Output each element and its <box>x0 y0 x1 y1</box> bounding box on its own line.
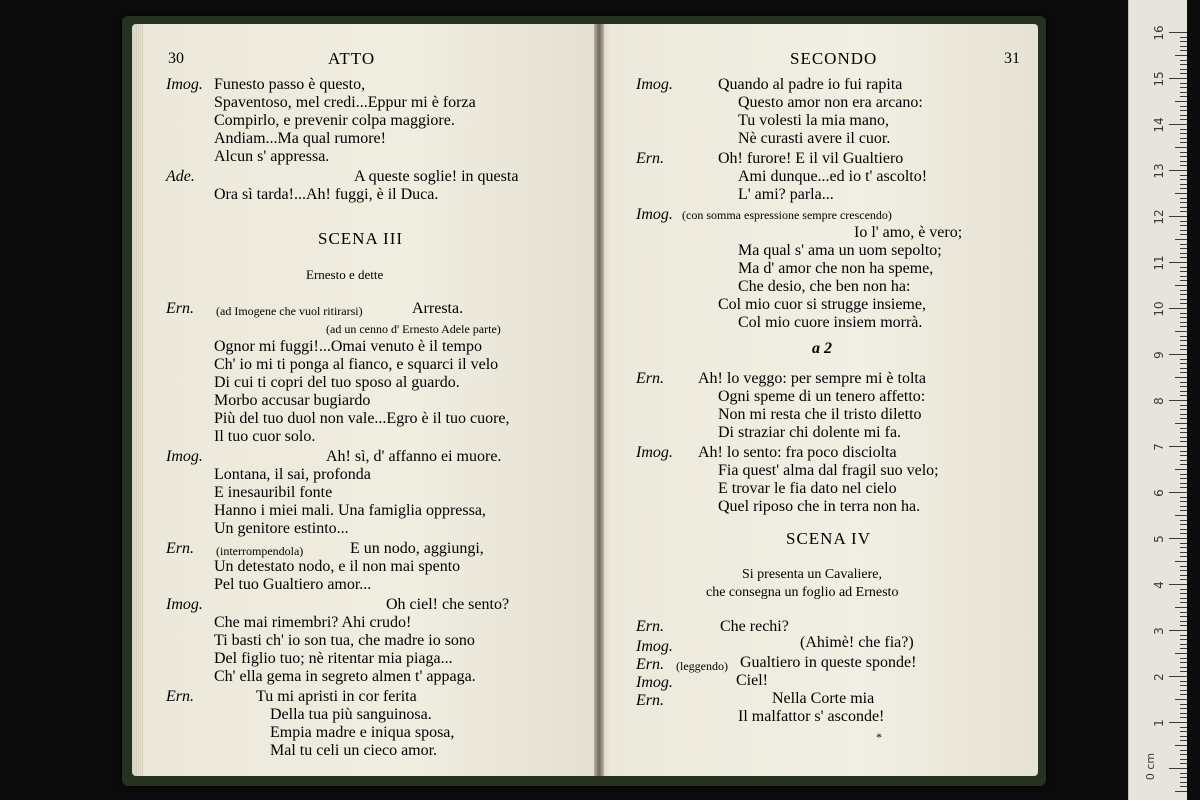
ruler-tick <box>1180 474 1187 475</box>
ruler-tick <box>1169 216 1187 217</box>
speaker-label: Imog. <box>636 638 673 655</box>
verse-line: Lontana, il sai, profonda <box>214 466 371 483</box>
ruler-number: 5 <box>1152 535 1166 543</box>
ruler-tick <box>1180 257 1187 258</box>
ruler-tick <box>1169 584 1187 585</box>
ruler-tick <box>1180 349 1187 350</box>
ruler-tick <box>1180 142 1187 143</box>
ruler-tick <box>1175 469 1187 470</box>
verse-line: Del figlio tuo; nè ritentar mia piaga... <box>214 650 453 667</box>
ruler-tick <box>1180 37 1187 38</box>
verse-line: Ch' io mi ti ponga al fianco, e squarci il velo <box>214 356 499 373</box>
ruler-tick <box>1169 354 1187 355</box>
ruler-tick <box>1180 414 1187 415</box>
ruler-tick <box>1180 782 1187 783</box>
ruler-tick <box>1180 41 1187 42</box>
speaker-label: Ern. <box>636 150 664 167</box>
verse-line: Ch' ella gema in segreto almen t' appaga. <box>214 668 476 685</box>
stage-direction: (ad Imogene che vuol ritirarsi) <box>216 304 363 318</box>
verse-line: (Ahimè! che fia?) <box>800 634 914 651</box>
ruler-tick <box>1180 681 1187 682</box>
ruler-tick <box>1180 506 1187 507</box>
verse-line: A queste soglie! in questa <box>354 168 519 185</box>
ruler-tick <box>1180 73 1187 74</box>
ruler-tick <box>1175 377 1187 378</box>
verse-line: Un detestato nodo, e il non mai spento <box>214 558 461 575</box>
ruler-tick <box>1175 561 1187 562</box>
verse-line: Questo amor non era arcano: <box>738 94 923 111</box>
ruler-tick <box>1180 759 1187 760</box>
ruler-tick <box>1180 115 1187 116</box>
speaker-label: Ern. <box>636 692 664 709</box>
ruler-tick <box>1169 446 1187 447</box>
ruler-tick <box>1180 750 1187 751</box>
verse-line: Di straziar chi dolente mi fa. <box>718 424 902 441</box>
ruler-tick <box>1180 704 1187 705</box>
verse-line: Tu volesti la mia mano, <box>738 112 889 129</box>
verse-line: Andiam...Ma qual rumore! <box>214 130 386 147</box>
verse-line: Che mai rimembri? Ahi crudo! <box>214 614 412 631</box>
ruler-tick <box>1180 165 1187 166</box>
verse-line: Il tuo cuor solo. <box>214 428 316 445</box>
ruler-tick <box>1180 579 1187 580</box>
verse-line: Che desio, che ben non ha: <box>738 278 911 295</box>
ruler-number: 15 <box>1152 71 1166 87</box>
ruler-tick <box>1180 156 1187 157</box>
verse-line: Pel tuo Gualtiero amor... <box>214 576 372 593</box>
ruler-tick <box>1180 731 1187 732</box>
stage-direction: (con somma espressione sempre crescendo) <box>682 208 892 222</box>
verse-line: Alcun s' appressa. <box>214 148 330 165</box>
speaker-label: Ade. <box>166 168 195 185</box>
ruler-tick <box>1180 570 1187 571</box>
ruler-tick <box>1180 230 1187 231</box>
ruler-tick <box>1180 437 1187 438</box>
verse-line: Un genitore estinto... <box>214 520 349 537</box>
ruler-tick <box>1180 152 1187 153</box>
scene-title: SCENA IV <box>786 529 871 548</box>
verse-line: Nella Corte mia <box>772 690 875 707</box>
ruler-number: 16 <box>1152 25 1166 41</box>
speaker-label: Ern. <box>636 656 664 673</box>
ruler-tick <box>1180 418 1187 419</box>
ruler-tick <box>1180 497 1187 498</box>
ruler-tick <box>1180 253 1187 254</box>
ruler-tick <box>1180 736 1187 737</box>
ruler-tick <box>1180 625 1187 626</box>
ruler-tick <box>1180 386 1187 387</box>
ruler-tick <box>1180 313 1187 314</box>
ruler-tick <box>1180 368 1187 369</box>
ruler-tick <box>1180 740 1187 741</box>
ruler-tick <box>1180 598 1187 599</box>
ruler-tick <box>1180 129 1187 130</box>
ruler-tick <box>1180 271 1187 272</box>
ruler-tick <box>1180 441 1187 442</box>
ruler-tick <box>1180 662 1187 663</box>
verse-line: Ogni speme di un tenero affetto: <box>718 388 926 405</box>
ruler-tick <box>1180 133 1187 134</box>
ruler-number: 1 <box>1152 719 1166 727</box>
right-page-number: 31 <box>1004 50 1020 67</box>
ruler-tick <box>1180 317 1187 318</box>
ruler-number: 14 <box>1152 117 1166 133</box>
ruler-tick <box>1180 64 1187 65</box>
ruler-tick <box>1180 727 1187 728</box>
ruler-tick <box>1180 363 1187 364</box>
ruler-tick <box>1180 244 1187 245</box>
verse-line: Della tua più sanguinosa. <box>270 706 432 723</box>
speaker-label: Ern. <box>636 618 664 635</box>
ruler-tick <box>1180 464 1187 465</box>
ruler-number: 12 <box>1152 209 1166 225</box>
ruler-tick <box>1180 382 1187 383</box>
ruler-tick <box>1180 234 1187 235</box>
ruler-tick <box>1175 331 1187 332</box>
scene-characters: Ernesto e dette <box>306 267 384 282</box>
ruler-tick <box>1180 184 1187 185</box>
verse-line: Io l' amo, è vero; <box>854 224 963 241</box>
ruler-tick <box>1169 170 1187 171</box>
verse-line: Ora sì tarda!...Ah! fuggi, è il Duca. <box>214 186 439 203</box>
ruler-tick <box>1175 285 1187 286</box>
ruler-tick <box>1180 575 1187 576</box>
verse-line: Ciel! <box>736 672 768 689</box>
ruler-tick <box>1169 308 1187 309</box>
ruler-tick <box>1175 515 1187 516</box>
ruler-tick <box>1180 478 1187 479</box>
ruler-tick <box>1180 391 1187 392</box>
ruler-tick <box>1180 671 1187 672</box>
ruler-tick <box>1175 745 1187 746</box>
measurement-ruler <box>1128 0 1187 800</box>
ruler-number: 7 <box>1152 443 1166 451</box>
ruler-tick <box>1180 280 1187 281</box>
speaker-label: Imog. <box>636 76 673 93</box>
ruler-tick <box>1180 207 1187 208</box>
ruler-tick <box>1169 400 1187 401</box>
ruler-tick <box>1180 340 1187 341</box>
ruler-tick <box>1180 276 1187 277</box>
scene-direction: Si presenta un Cavaliere, <box>742 567 882 582</box>
ruler-number: 10 <box>1152 301 1166 317</box>
ruler-tick <box>1180 46 1187 47</box>
verse-line: E trovar le fia dato nel cielo <box>718 480 897 497</box>
verse-line: Quel riposo che in terra non ha. <box>718 498 921 515</box>
ruler-tick <box>1180 202 1187 203</box>
ruler-tick <box>1169 630 1187 631</box>
ruler-tick <box>1180 589 1187 590</box>
ruler-tick <box>1180 225 1187 226</box>
ruler-tick <box>1180 87 1187 88</box>
speaker-label: Imog. <box>166 76 203 93</box>
ruler-tick <box>1180 372 1187 373</box>
ruler-tick <box>1180 648 1187 649</box>
ruler-tick <box>1180 303 1187 304</box>
ruler-tick <box>1180 658 1187 659</box>
ruler-tick <box>1180 455 1187 456</box>
ruler-tick <box>1180 754 1187 755</box>
ruler-tick <box>1175 791 1187 792</box>
ruler-tick <box>1180 69 1187 70</box>
ruler-tick <box>1180 644 1187 645</box>
verse-line: Compirlo, e prevenir colpa maggiore. <box>214 112 455 129</box>
ruler-number: 13 <box>1152 163 1166 179</box>
ruler-tick <box>1169 768 1187 769</box>
ruler-tick <box>1180 520 1187 521</box>
speaker-label: Ern. <box>636 370 664 387</box>
ruler-tick <box>1180 483 1187 484</box>
verse-line: Col mio cuore insiem morrà. <box>738 314 923 331</box>
verse-line: Tu mi apristi in cor ferita <box>256 688 417 705</box>
ruler-tick <box>1180 635 1187 636</box>
ruler-tick <box>1180 524 1187 525</box>
ruler-tick <box>1180 773 1187 774</box>
ruler-tick <box>1169 676 1187 677</box>
stage-direction: (ad un cenno d' Ernesto Adele parte) <box>326 322 501 336</box>
ruler-tick <box>1180 685 1187 686</box>
ruler-tick <box>1175 699 1187 700</box>
verse-line: Mal tu celi un cieco amor. <box>270 742 438 759</box>
verse-line: Ma d' amor che non ha speme, <box>738 260 934 277</box>
ruler-tick <box>1169 262 1187 263</box>
verse-line: Morbo accusar bugiardo <box>214 392 371 409</box>
ruler-tick <box>1175 239 1187 240</box>
ruler-tick <box>1180 552 1187 553</box>
ruler-tick <box>1180 161 1187 162</box>
ruler-tick <box>1180 336 1187 337</box>
ruler-tick <box>1175 653 1187 654</box>
ruler-tick <box>1180 593 1187 594</box>
ruler-tick <box>1175 147 1187 148</box>
ruler-tick <box>1180 460 1187 461</box>
ruler-tick <box>1169 124 1187 125</box>
verse-line: Che rechi? <box>720 618 789 635</box>
speaker-label: Imog. <box>166 448 203 465</box>
ruler-tick <box>1180 188 1187 189</box>
verse-line: Ah! sì, d' affanno ei muore. <box>326 448 502 465</box>
ruler-tick <box>1180 119 1187 120</box>
ruler-tick <box>1180 690 1187 691</box>
ruler-tick <box>1180 248 1187 249</box>
left-page-number: 30 <box>168 50 184 67</box>
verse-line: E un nodo, aggiungi, <box>350 540 484 557</box>
ruler-number: 4 <box>1152 581 1166 589</box>
ruler-tick <box>1180 322 1187 323</box>
ruler-tick <box>1169 492 1187 493</box>
verse-line: L' ami? parla... <box>738 186 834 203</box>
ruler-tick <box>1180 175 1187 176</box>
ruler-tick <box>1180 694 1187 695</box>
ruler-tick <box>1180 717 1187 718</box>
ruler-tick <box>1169 32 1187 33</box>
verse-line: Di cui ti copri del tuo sposo al guardo. <box>214 374 460 391</box>
ruler-number: 3 <box>1152 627 1166 635</box>
ruler-tick <box>1180 345 1187 346</box>
ruler-tick <box>1180 529 1187 530</box>
stage-direction: (leggendo) <box>676 659 728 673</box>
speaker-label: Ern. <box>166 540 194 557</box>
verse-line: Ah! lo veggo: per sempre mi è tolta <box>698 370 926 387</box>
ruler-number: 2 <box>1152 673 1166 681</box>
ruler-tick <box>1169 722 1187 723</box>
verse-line: Più del tuo duol non vale...Egro è il tuo cuore, <box>214 410 510 427</box>
right-running-head: SECONDO <box>790 49 878 68</box>
ruler-tick <box>1180 432 1187 433</box>
page-edges <box>136 24 144 776</box>
ruler-tick <box>1180 96 1187 97</box>
scene-title: SCENA III <box>318 229 404 248</box>
ruler-tick <box>1169 538 1187 539</box>
speaker-label: Imog. <box>166 596 203 613</box>
verse-line: Ah! lo sento: fra poco disciolta <box>698 444 897 461</box>
left-running-head: ATTO <box>328 49 376 68</box>
verse-line: Empia madre e iniqua sposa, <box>270 724 455 741</box>
verse-line: E inesauribil fonte <box>214 484 333 501</box>
ruler-tick <box>1180 708 1187 709</box>
ruler-tick <box>1180 60 1187 61</box>
verse-line: Quando al padre io fui rapita <box>718 76 903 93</box>
verse-line: Oh ciel! che sento? <box>386 596 510 613</box>
ruler-tick <box>1180 428 1187 429</box>
ruler-tick <box>1180 616 1187 617</box>
ruler-tick <box>1175 55 1187 56</box>
verse-line: Spaventoso, mel credi...Eppur mi è forza <box>214 94 476 111</box>
verse-line: Gualtiero in queste sponde! <box>740 654 917 671</box>
stage-direction: (interrompendola) <box>216 544 304 558</box>
ruler-tick <box>1180 110 1187 111</box>
ruler-tick <box>1180 299 1187 300</box>
ruler-number: 6 <box>1152 489 1166 497</box>
verse-line: Oh! furore! E il vil Gualtiero <box>718 150 904 167</box>
ruler-tick <box>1180 543 1187 544</box>
duet-marker: a 2 <box>812 340 832 357</box>
ruler-number: 9 <box>1152 351 1166 359</box>
ruler-tick <box>1180 612 1187 613</box>
ruler-tick <box>1180 487 1187 488</box>
speaker-label: Ern. <box>166 688 194 705</box>
ruler-tick <box>1175 423 1187 424</box>
ruler-tick <box>1180 359 1187 360</box>
ruler-tick <box>1180 179 1187 180</box>
scene-direction: che consegna un foglio ad Ernesto <box>706 585 899 600</box>
verse-line: Ami dunque...ed io t' ascolto! <box>738 168 928 185</box>
ruler-tick <box>1180 566 1187 567</box>
ruler-tick <box>1180 395 1187 396</box>
ruler-tick <box>1180 639 1187 640</box>
ruler-tick <box>1180 294 1187 295</box>
ruler-number: 8 <box>1152 397 1166 405</box>
ruler-tick <box>1180 763 1187 764</box>
verse-line: Arresta. <box>412 300 464 317</box>
verse-line: Col mio cuor si strugge insieme, <box>718 296 926 313</box>
verse-line: Ti basti ch' io son tua, che madre io sono <box>214 632 475 649</box>
ruler-tick <box>1180 510 1187 511</box>
ruler-tick <box>1180 786 1187 787</box>
ruler-tick <box>1175 101 1187 102</box>
ruler-tick <box>1175 607 1187 608</box>
verse-line: Non mi resta che il tristo diletto <box>718 406 922 423</box>
ruler-tick <box>1180 92 1187 93</box>
ruler-tick <box>1180 533 1187 534</box>
ruler-tick <box>1180 405 1187 406</box>
speaker-label: Imog. <box>636 674 673 691</box>
ruler-tick <box>1180 106 1187 107</box>
ruler-tick <box>1180 667 1187 668</box>
book-gutter <box>594 24 604 776</box>
ruler-tick <box>1180 290 1187 291</box>
ruler-tick <box>1180 138 1187 139</box>
verse-line: Il malfattor s' asconde! <box>738 708 885 725</box>
ruler-tick <box>1175 193 1187 194</box>
ruler-tick <box>1180 267 1187 268</box>
ruler-tick <box>1180 83 1187 84</box>
ruler-tick <box>1180 409 1187 410</box>
verse-line: Funesto passo è questo, <box>214 76 366 93</box>
verse-line: Hanno i miei mali. Una famiglia oppressa, <box>214 502 486 519</box>
ruler-tick <box>1180 602 1187 603</box>
verse-line: Ognor mi fuggi!...Omai venuto è il tempo <box>214 338 482 355</box>
ruler-tick <box>1180 501 1187 502</box>
ruler-tick <box>1180 211 1187 212</box>
verse-line: Fia quest' alma dal fragil suo velo; <box>718 462 939 479</box>
ruler-tick <box>1180 451 1187 452</box>
speaker-label: Ern. <box>166 300 194 317</box>
ruler-tick <box>1180 556 1187 557</box>
ruler-tick <box>1180 713 1187 714</box>
ruler-tick <box>1180 547 1187 548</box>
speaker-label: Imog. <box>636 444 673 461</box>
ruler-tick <box>1180 198 1187 199</box>
ruler-unit: 0 cm <box>1144 752 1158 781</box>
speaker-label: Imog. <box>636 206 673 223</box>
ruler-tick <box>1180 621 1187 622</box>
ruler-tick <box>1169 78 1187 79</box>
ruler-tick <box>1180 50 1187 51</box>
ruler-tick <box>1180 777 1187 778</box>
ruler-tick <box>1180 326 1187 327</box>
verse-line: Nè curasti avere il cuor. <box>738 130 891 147</box>
verse-line: Ma qual s' ama un uom sepolto; <box>738 242 942 259</box>
asterisk-mark: * <box>876 730 882 744</box>
ruler-number: 11 <box>1152 255 1166 271</box>
ruler-tick <box>1180 221 1187 222</box>
